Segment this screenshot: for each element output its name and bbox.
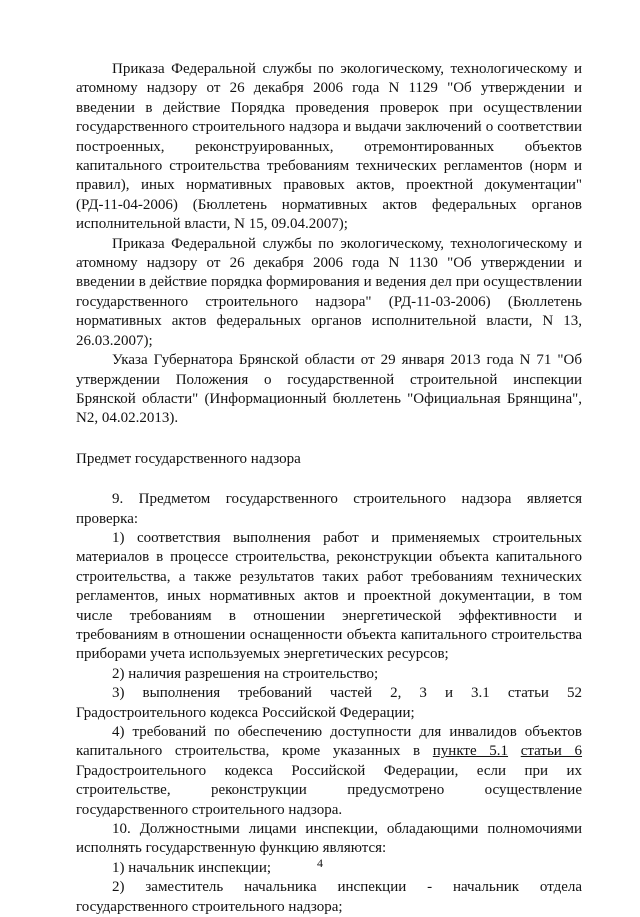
paragraph-order-1130: Приказа Федеральной службы по экологическому, технологическому и атомному надзору от 26 декабря 2006 года N 1130 "Об утверждении и введении в действие порядка формирования и ведения дел при осуществлении государственного строительного надзора" (РД-11-03-2006) (Бюллетень нормативных актов федеральных органов исполнительной власти, N 13, 26.03.2007);: [76, 235, 582, 349]
item-10-2: 2) заместитель начальника инспекции - начальник отдела государственного строительного надзора;: [76, 879, 582, 915]
link-statya-6[interactable]: статьи 6: [520, 743, 583, 760]
item-9-4-text-end: Градостроительного кодекса Российской Федерации, если при их строительстве, реконструкции предусмотрено осуществление государственного строительного надзора.: [76, 762, 582, 818]
item-10-1: 1) начальник инспекции;: [112, 859, 272, 876]
item-10-intro: 10. Должностными лицами инспекции, обладающими полномочиями исполнять государственную функцию являются:: [76, 821, 582, 857]
item-9-1: 1) соответствия выполнения работ и применяемых строительных материалов в процессе строительства, реконструкции объекта капитального строительства, а также результатов таких работ требованиям технических регламентов, иных нормативных актов и проектной документации, в том числе требованиям в отношении энергетической эффективности и требованиям в отношении оснащенности объекта капитального строительства приборами учета используемых энергетических ресурсов;: [76, 529, 582, 663]
item-9-4-text-start: 4) требований по обеспечению доступности для инвалидов объектов капитального строительства, кроме указанных в: [76, 724, 582, 760]
item-9-2: 2) наличия разрешения на строительство;: [112, 665, 379, 682]
section-heading: Предмет государственного надзора: [76, 450, 301, 467]
paragraph-decree-71: Указа Губернатора Брянской области от 29 января 2013 года N 71 "Об утверждении Положения о государственной строительной инспекции Брянской области" (Информационный бюллетень "Официальная Брянщина", N2, 04.02.2013).: [76, 352, 582, 427]
link-punkt-5-1[interactable]: пункте 5.1: [432, 743, 509, 760]
item-9-3: 3) выполнения требований частей 2, 3 и 3.1 статьи 52 Градостроительного кодекса Российской Федерации;: [76, 685, 582, 721]
page-number: 4: [317, 856, 323, 870]
document-body: [76, 60, 582, 917]
paragraph-order-1129: Приказа Федеральной службы по экологическому, технологическому и атомному надзору от 26 декабря 2006 года N 1129 "Об утверждении и введении в действие Порядка проведения проверок при осуществлении государственного строительного надзора и выдачи заключений о соответствии построенных, реконструированных, отремонтированных объектов капитального строительства требованиям технических регламентов (норм и правил), иных нормативных правовых актов, проектной документации" (РД-11-04-2006) (Бюллетень нормативных актов федеральных органов исполнительной власти, N 15, 09.04.2007);: [76, 61, 582, 233]
item-9-intro: 9. Предметом государственного строительного надзора является проверка:: [76, 491, 582, 527]
item-9-4-space: [508, 743, 521, 759]
item-9-4: [76, 723, 582, 820]
